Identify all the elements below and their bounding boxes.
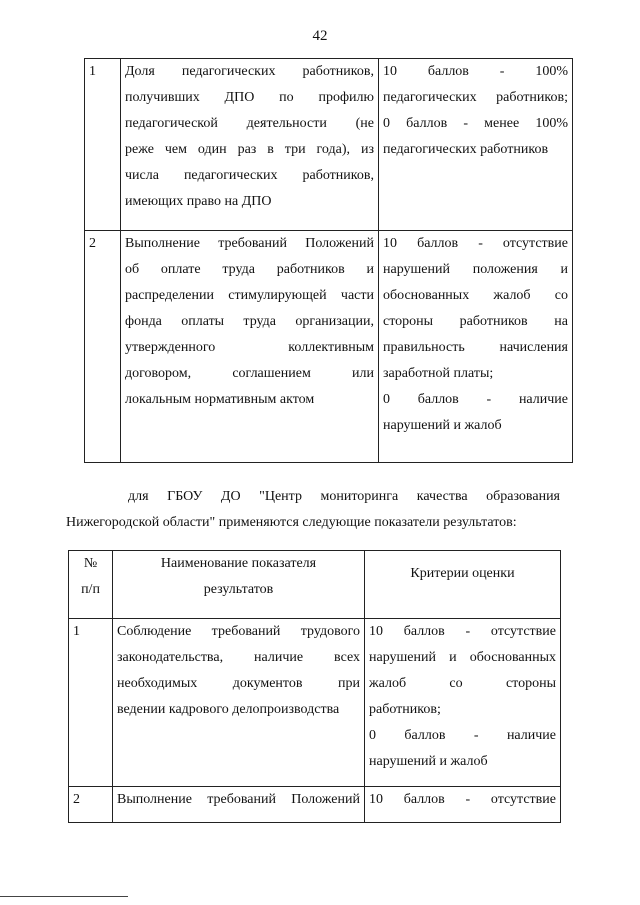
header-number-line: №: [83, 556, 98, 571]
indicator-line: педагогической деятельности (не: [125, 116, 374, 131]
criteria-line: 10 баллов - 100%: [383, 64, 568, 79]
indicator-line: реже чем один раз в три года), из: [125, 142, 374, 157]
header-indicator-line: результатов: [203, 582, 274, 597]
indicator-line: получивших ДПО по профилю: [125, 90, 374, 105]
criteria-line: 10 баллов - отсутствие: [383, 236, 568, 251]
indicator-cell: [121, 59, 379, 231]
header-number: [69, 551, 113, 619]
page-number: 42: [312, 28, 328, 44]
indicators-table-continued: [84, 58, 573, 463]
indicator-line: числа педагогических работников,: [125, 168, 374, 183]
criteria-line: 0 баллов - наличие: [369, 728, 556, 743]
indicator-cell: [121, 231, 379, 463]
criteria-line: нарушений и жалоб: [383, 418, 502, 433]
criteria-cell: [379, 59, 573, 231]
criteria-cell: [365, 787, 561, 823]
indicator-line: необходимых документов при: [117, 676, 360, 691]
table-header-row: [69, 551, 561, 619]
indicator-cell: [113, 619, 365, 787]
indicator-line: Выполнение требований Положений: [125, 236, 374, 251]
indicator-line: об оплате труда работников и: [125, 262, 374, 277]
header-number-line: п/п: [81, 582, 100, 597]
indicator-line: Выполнение требований Положений: [117, 792, 360, 807]
footnote-separator: [0, 896, 128, 897]
criteria-line: правильность начисления: [383, 340, 568, 355]
indicator-line: утвержденного коллективным: [125, 340, 374, 355]
header-indicator: [113, 551, 365, 619]
indicator-line: фонда оплаты труда организации,: [125, 314, 374, 329]
indicator-line: договором, соглашением или: [125, 366, 374, 381]
header-criteria: Критерии оценки: [365, 551, 561, 619]
indicator-line: ведении кадрового делопроизводства: [117, 702, 340, 717]
indicator-line: Доля педагогических работников,: [125, 64, 374, 79]
table-row: [69, 787, 561, 823]
table-row: [69, 619, 561, 787]
criteria-line: педагогических работников: [383, 142, 549, 157]
criteria-line: нарушений положения и: [383, 262, 568, 277]
indicator-cell: [113, 787, 365, 823]
criteria-cell: [379, 231, 573, 463]
criteria-line: жалоб со стороны: [369, 676, 556, 691]
table-row: [85, 231, 573, 463]
criteria-cell: [365, 619, 561, 787]
indicator-line: имеющих право на ДПО: [125, 194, 272, 209]
criteria-line: работников;: [369, 702, 441, 717]
criteria-line: 10 баллов - отсутствие: [369, 792, 556, 807]
row-number: 2: [85, 231, 121, 463]
criteria-line: нарушений и обоснованных: [369, 650, 556, 665]
indicators-table: [68, 550, 561, 823]
indicator-line: Соблюдение требований трудового: [117, 624, 360, 639]
criteria-line: стороны работников на: [383, 314, 568, 329]
criteria-line: 10 баллов - отсутствие: [369, 624, 556, 639]
row-number: 1: [69, 619, 113, 787]
criteria-line: обоснованных жалоб со: [383, 288, 568, 303]
intro-paragraph: для ГБОУ ДО "Центр мониторинга качества образования Нижегородской области" применяются следующие показатели результатов:: [66, 489, 560, 530]
criteria-line: педагогических работников;: [383, 90, 568, 105]
indicator-line: распределении стимулирующей части: [125, 288, 374, 303]
row-number: 1: [85, 59, 121, 231]
row-number: 2: [69, 787, 113, 823]
table-row: [85, 59, 573, 231]
criteria-line: 0 баллов - менее 100%: [383, 116, 568, 131]
header-indicator-line: Наименование показателя: [160, 556, 317, 571]
criteria-line: заработной платы;: [383, 366, 494, 381]
indicator-line: законодательства, наличие всех: [117, 650, 360, 665]
indicator-line: локальным нормативным актом: [125, 392, 315, 407]
criteria-line: нарушений и жалоб: [369, 754, 488, 769]
criteria-line: 0 баллов - наличие: [383, 392, 568, 407]
